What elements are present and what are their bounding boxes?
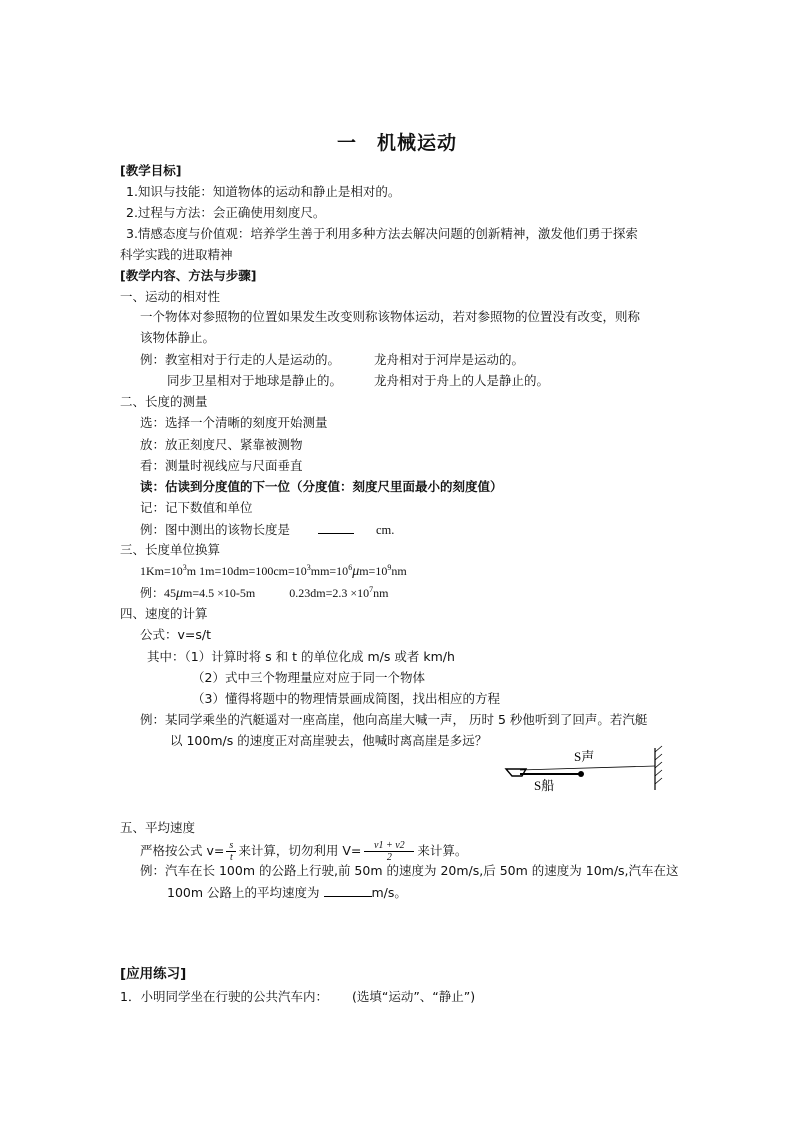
unit-conversion-example: 例：45μm=4.5 ×10-5m $0.23dm=2.3 \times 10^7nm$ bbox=[140, 585, 389, 601]
answer-blank bbox=[318, 521, 354, 534]
measure-example bbox=[140, 521, 394, 538]
cliff-hatch bbox=[655, 746, 662, 784]
measure-step: 看：测量时视线应与尺面垂直 bbox=[140, 458, 303, 473]
speed-note: （3）懂得将题中的物理情景画成简图，找出相应的方程 bbox=[192, 691, 500, 706]
measure-step: 记：记下数值和单位 bbox=[140, 500, 253, 515]
part4-heading: 四、速度的计算 bbox=[120, 606, 208, 621]
goal-item: 2.过程与方法：会正确使用刻度尺。 bbox=[126, 205, 326, 220]
part2-heading: 二、长度的测量 bbox=[120, 394, 208, 409]
title-number: 一 bbox=[336, 132, 357, 154]
part3-heading: 三、长度单位换算 bbox=[120, 542, 221, 557]
part5-heading: 五、平均速度 bbox=[120, 820, 196, 835]
unit-conversion-line: $1Km=10^3m$ $1m=10dm=100cm=10^3mm=10^6\mu m=10^9nm$ bbox=[140, 563, 407, 579]
fraction-mean-velocity: $\frac{v1 + v2}{2}$ bbox=[364, 840, 414, 863]
measure-example-text: 例：图中测出的该物长度是 bbox=[140, 522, 291, 537]
boat-point bbox=[578, 771, 584, 777]
part1-para: 该物体静止。 bbox=[140, 330, 216, 345]
part1-example: 同步卫星相对于地球是静止的。 bbox=[167, 373, 343, 388]
answer-blank bbox=[324, 884, 372, 897]
avg-speed-rule: 严格按公式 v= $\frac{s}{t}$ 来计算，切勿利用 V= $\frac{v1 + v2}{2}$ 来计算。 bbox=[140, 840, 468, 863]
practice-question: 1．小明同学坐在行驶的公共汽车内： (选填“运动”、“静止”) bbox=[120, 989, 476, 1004]
sound-path bbox=[520, 766, 655, 770]
fraction-s-over-t: $\frac{s}{t}$ bbox=[226, 840, 236, 863]
measure-step: 放：放正刻度尺、紧靠被测物 bbox=[140, 437, 303, 452]
speed-example: 例：某同学乘坐的汽艇遥对一座高崖，他向高崖大喊一声， 历时 5 秒他听到了回声。若汽艇 bbox=[140, 712, 648, 727]
part1-para: 一个物体对参照物的位置如果发生改变则称该物体运动，若对参照物的位置没有改变，则称 bbox=[140, 309, 641, 324]
s-boat-label: S船 bbox=[534, 778, 555, 793]
goal-item: 1.知识与技能：知道物体的运动和静止是相对的。 bbox=[126, 184, 401, 199]
speed-formula: 公式：v=s/t bbox=[140, 627, 211, 642]
part1-example: 例：教室相对于行走的人是运动的。 bbox=[140, 352, 341, 367]
s-sound-label: S声 bbox=[574, 749, 595, 764]
goals-heading: [教学目标] bbox=[120, 163, 182, 178]
part1-example: 龙舟相对于舟上的人是静止的。 bbox=[374, 373, 550, 388]
speed-note: 其中：（1）计算时将 s 和 t 的单位化成 m/s 或者 km/h bbox=[147, 649, 455, 664]
speed-note: （2）式中三个物理量应对应于同一个物体 bbox=[192, 670, 425, 685]
avg-speed-example: 例：汽车在长 100m 的公路上行驶,前 50m 的速度为 20m/s,后 50m 的速度为 10m/s,汽车在这 bbox=[140, 863, 679, 878]
measure-step: 选：选择一个清晰的刻度开始测量 bbox=[140, 415, 328, 430]
goal-item: 科学实践的进取精神 bbox=[120, 247, 233, 262]
speed-example: 以 100m/s 的速度正对高崖驶去，他喊时离高崖是多远？ bbox=[170, 733, 488, 748]
goal-item: 3.情感态度与价值观：培养学生善于利用多种方法去解决问题的创新精神，激发他们勇于探索 bbox=[126, 226, 638, 241]
part1-example: 龙舟相对于河岸是运动的。 bbox=[374, 352, 525, 367]
content-heading: [教学内容、方法与步骤] bbox=[120, 268, 257, 283]
measure-step: 读：估读到分度值的下一位（分度值：刻度尺里面最小的刻度值） bbox=[140, 479, 503, 494]
avg-speed-example: 100m 公路上的平均速度为 m/s。 bbox=[167, 885, 407, 900]
echo-diagram bbox=[500, 742, 680, 798]
practice-heading: [应用练习] bbox=[120, 966, 187, 982]
unit-text: cm. bbox=[375, 523, 395, 537]
page-title bbox=[0, 128, 794, 155]
part1-heading: 一、运动的相对性 bbox=[120, 289, 221, 304]
title-text: 机械运动 bbox=[377, 132, 458, 154]
